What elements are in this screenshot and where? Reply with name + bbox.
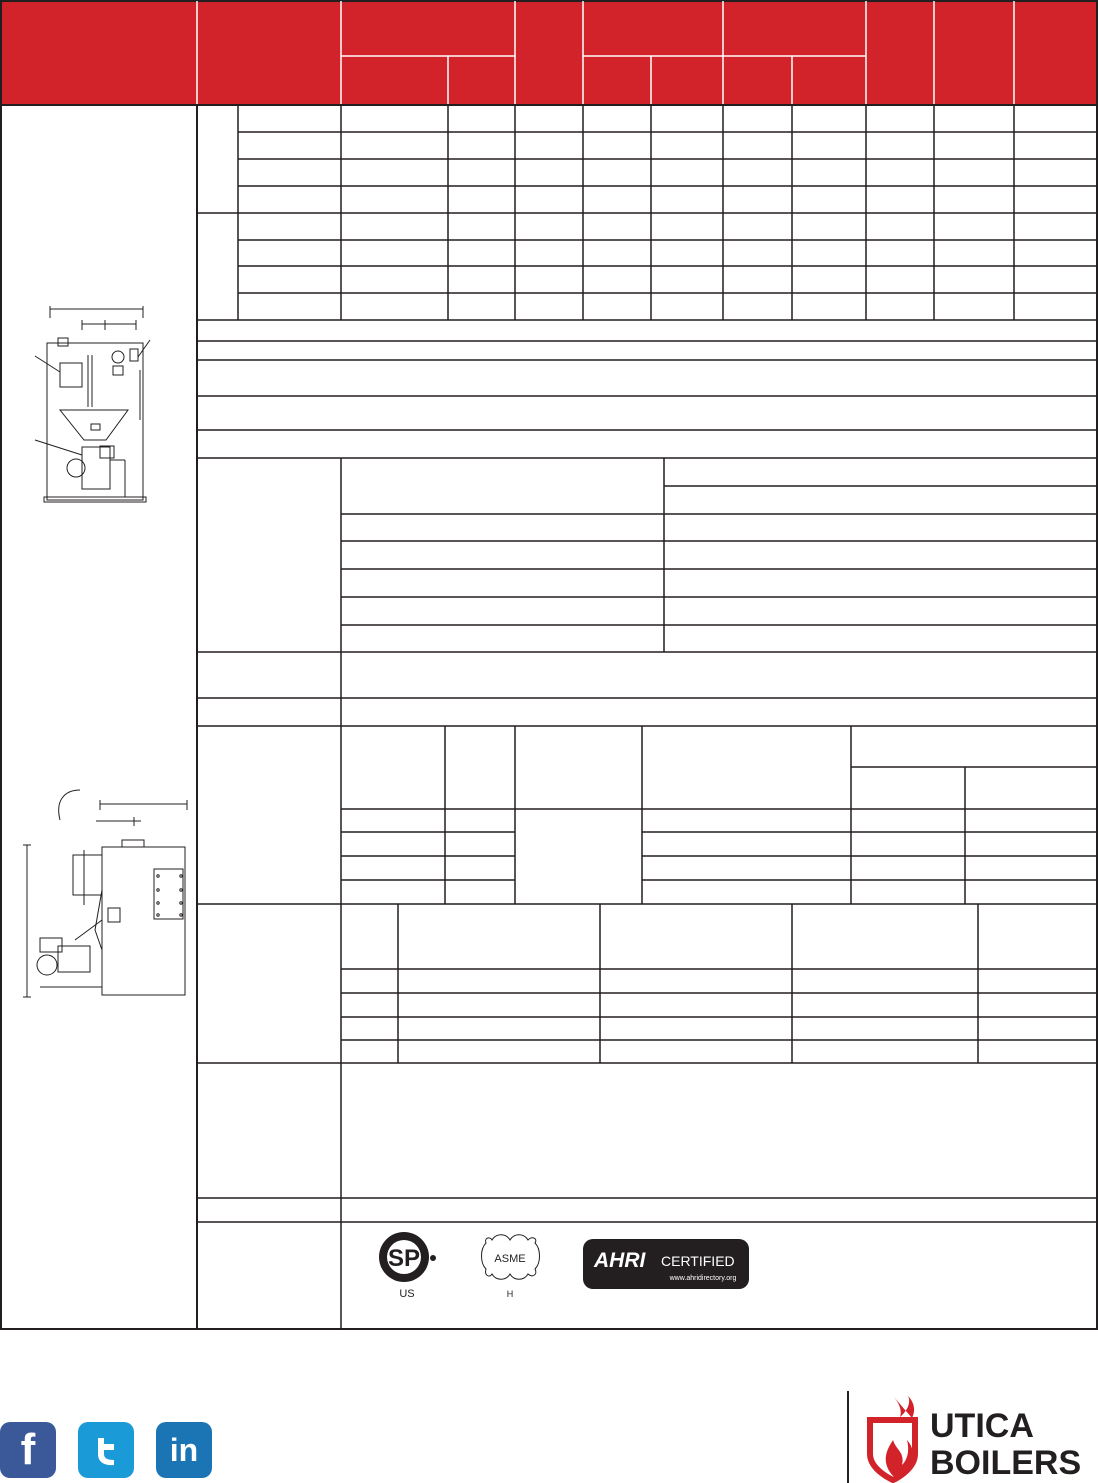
brand-line-2: BOILERS — [930, 1444, 1082, 1482]
ahri-certified-logo — [583, 1239, 749, 1289]
ahri-brand: AHRI — [594, 1249, 646, 1272]
note-rows — [197, 341, 1097, 458]
brand-line-1: UTICA — [930, 1407, 1034, 1445]
asme-stamp: H — [506, 1289, 514, 1299]
csa-region: US — [399, 1288, 415, 1300]
asme-letters: ASME — [494, 1253, 526, 1265]
csa-logo — [379, 1232, 436, 1300]
nozzle-table — [197, 726, 1097, 904]
asme-logo — [482, 1235, 540, 1299]
ratings-grid — [197, 105, 1097, 320]
utica-boilers-logo — [848, 1391, 1081, 1483]
facebook-icon[interactable]: f — [0, 1422, 56, 1478]
csa-mark: SP — [387, 1245, 421, 1272]
ahri-label: CERTIFIED — [661, 1253, 735, 1269]
boiler-front-view-drawing — [35, 306, 150, 502]
boiler-side-view-drawing — [23, 790, 187, 997]
bottom-rows — [197, 1198, 1097, 1222]
linkedin-icon[interactable]: in — [156, 1422, 212, 1478]
table-outline — [1, 105, 1097, 1329]
dimension-table — [197, 904, 1097, 1063]
twitter-icon[interactable] — [78, 1422, 134, 1478]
ahri-url: www.ahridirectory.org — [669, 1275, 737, 1282]
table-header-band — [1, 1, 1097, 105]
twitter-bird-glyph — [88, 1432, 124, 1468]
